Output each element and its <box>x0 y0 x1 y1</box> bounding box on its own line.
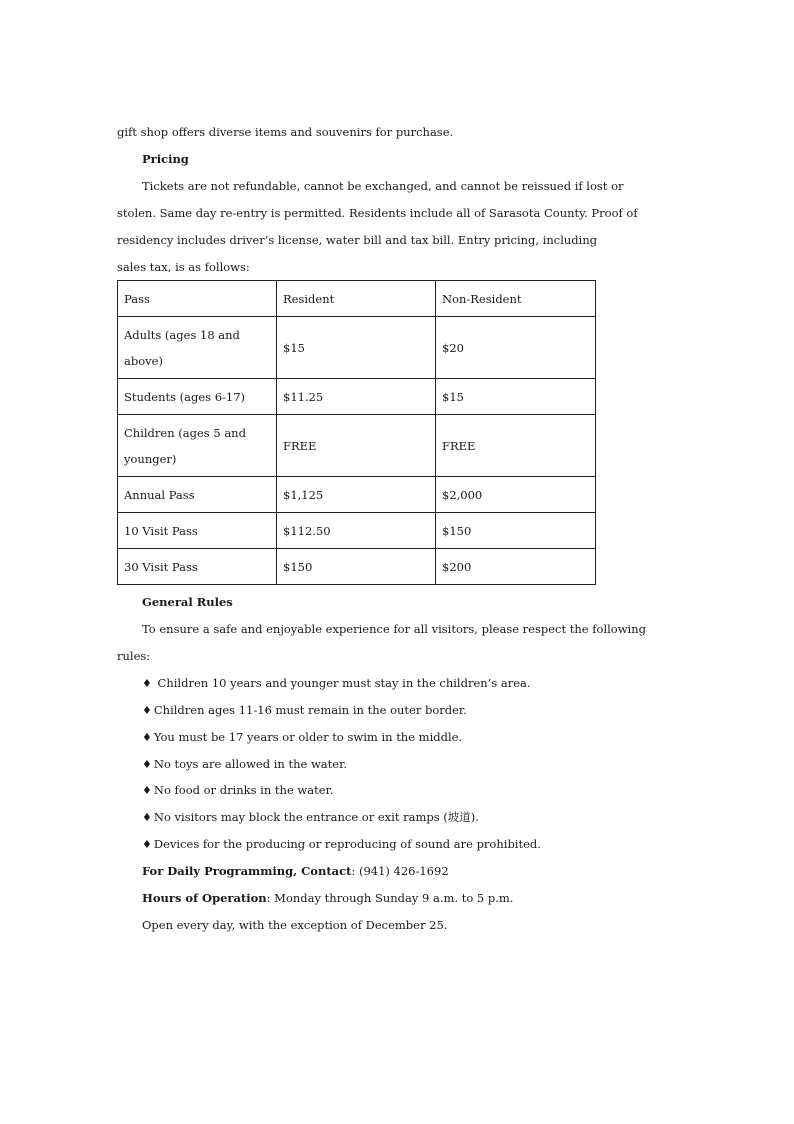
contact-label: For Daily Programming, Contact <box>142 864 352 878</box>
resident-price-cell: $112.50 <box>277 513 436 549</box>
diamond-bullet-icon: ♦ <box>142 677 152 690</box>
pricing-paragraph-line-4: sales tax, is as follows: <box>117 260 250 274</box>
header-non-resident: Non-Resident <box>436 281 596 317</box>
diamond-bullet-icon: ♦ <box>142 811 152 824</box>
non-resident-price-cell: $20 <box>436 317 596 379</box>
table-row <box>118 549 596 585</box>
pricing-heading: Pricing <box>142 152 189 166</box>
list-item: ♦ No visitors may block the entrance or exit ramps (坡道). <box>142 810 479 824</box>
table-row <box>118 415 596 477</box>
pass-cell: Students (ages 6-17) <box>118 379 277 415</box>
pricing-table <box>117 280 596 585</box>
diamond-bullet-icon: ♦ <box>142 758 152 771</box>
rules-intro-line-2: rules: <box>117 649 151 663</box>
contact-line <box>142 863 449 879</box>
hours-value: : Monday through Sunday 9 a.m. to 5 p.m. <box>266 891 514 905</box>
resident-price-cell: FREE <box>277 415 436 477</box>
rules-intro-line-1: To ensure a safe and enjoyable experience for all visitors, please respect the following <box>142 622 647 636</box>
list-item: ♦ Children 10 years and younger must stay in the children’s area. <box>142 676 531 690</box>
resident-price-cell: $1,125 <box>277 477 436 513</box>
non-resident-price-cell: $15 <box>436 379 596 415</box>
pass-cell: 10 Visit Pass <box>118 513 277 549</box>
list-item: ♦ No food or drinks in the water. <box>142 783 334 797</box>
resident-price-cell: $15 <box>277 317 436 379</box>
list-item: ♦ Children ages 11-16 must remain in the outer border. <box>142 703 467 717</box>
list-item: ♦ No toys are allowed in the water. <box>142 757 347 771</box>
intro-line: gift shop offers diverse items and souvenirs for purchase. <box>117 125 454 139</box>
pass-cell: Annual Pass <box>118 477 277 513</box>
pass-cell: 30 Visit Pass <box>118 549 277 585</box>
header-pass: Pass <box>118 281 277 317</box>
rules-heading: General Rules <box>142 595 233 609</box>
contact-phone: : (941) 426-1692 <box>351 864 449 878</box>
non-resident-price-cell: $200 <box>436 549 596 585</box>
diamond-bullet-icon: ♦ <box>142 784 152 797</box>
table-row <box>118 513 596 549</box>
diamond-bullet-icon: ♦ <box>142 731 152 744</box>
table-row <box>118 477 596 513</box>
pricing-paragraph-line-1: Tickets are not refundable, cannot be exchanged, and cannot be reissued if lost or <box>142 179 624 193</box>
table-row <box>118 379 596 415</box>
list-item: ♦ Devices for the producing or reproducing of sound are prohibited. <box>142 837 541 851</box>
table-header-row <box>118 281 596 317</box>
diamond-bullet-icon: ♦ <box>142 704 152 717</box>
resident-price-cell: $11.25 <box>277 379 436 415</box>
resident-price-cell: $150 <box>277 549 436 585</box>
hours-note: Open every day, with the exception of December 25. <box>142 918 448 932</box>
header-resident: Resident <box>277 281 436 317</box>
pass-cell: Adults (ages 18 and above) <box>118 317 277 379</box>
pass-cell: Children (ages 5 and younger) <box>118 415 277 477</box>
hours-line <box>142 890 513 906</box>
diamond-bullet-icon: ♦ <box>142 838 152 851</box>
hours-label: Hours of Operation <box>142 891 267 905</box>
table-row <box>118 317 596 379</box>
non-resident-price-cell: $2,000 <box>436 477 596 513</box>
pricing-paragraph-line-2: stolen. Same day re-entry is permitted. Residents include all of Sarasota County. Proof of <box>117 206 638 220</box>
list-item: ♦ You must be 17 years or older to swim in the middle. <box>142 730 463 744</box>
pricing-paragraph-line-3: residency includes driver’s license, water bill and tax bill. Entry pricing, including <box>117 233 598 247</box>
non-resident-price-cell: $150 <box>436 513 596 549</box>
non-resident-price-cell: FREE <box>436 415 596 477</box>
